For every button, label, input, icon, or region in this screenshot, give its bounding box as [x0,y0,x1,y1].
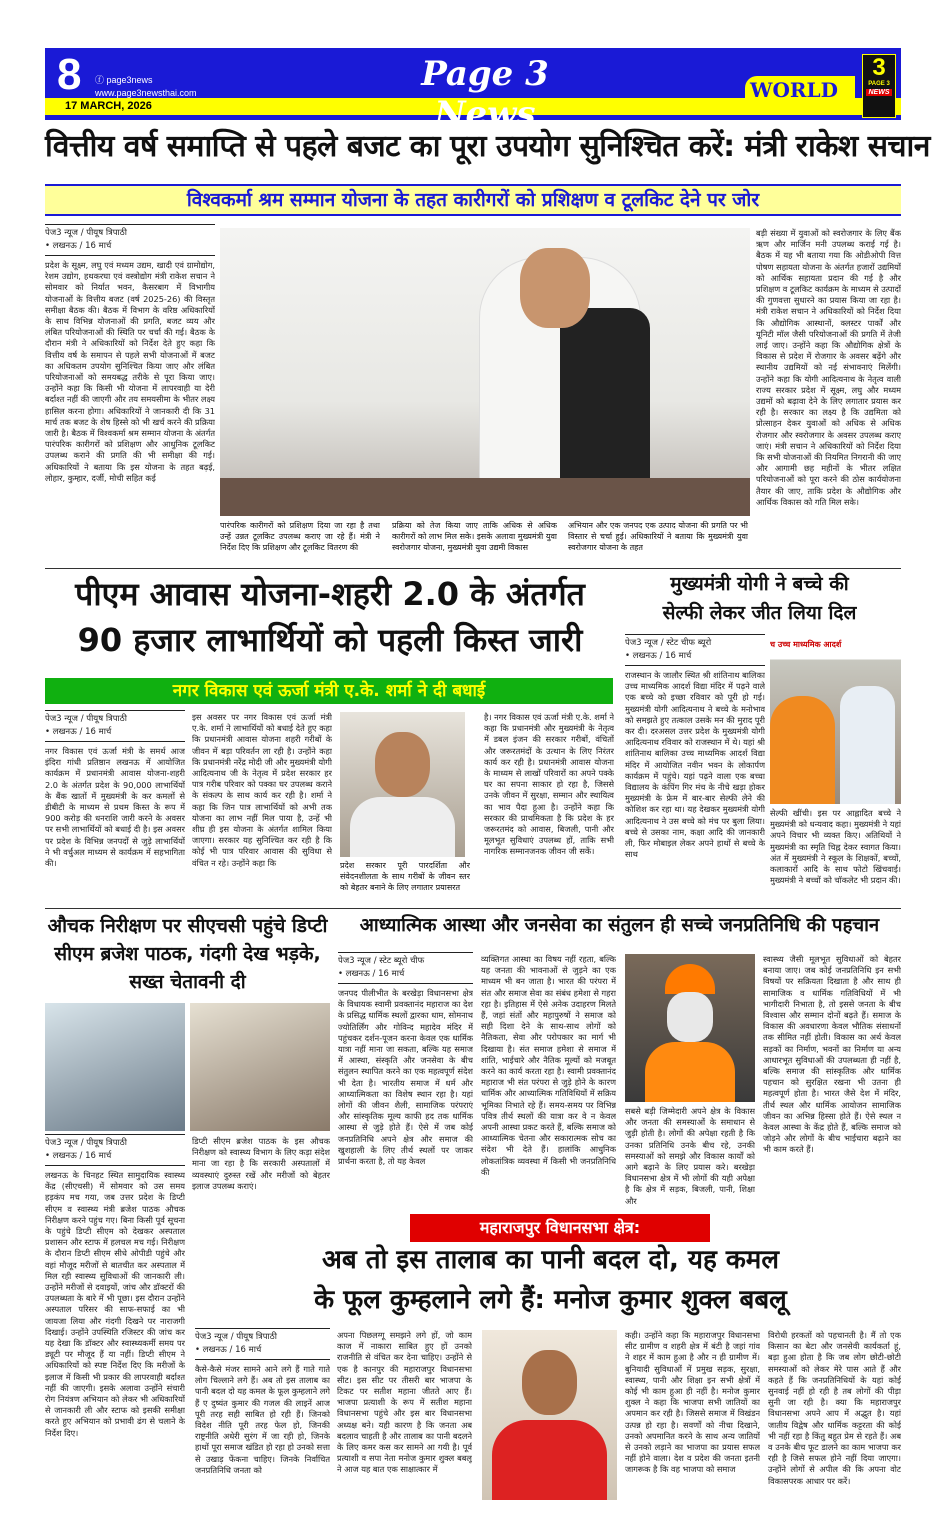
story3-col2: सेल्फी खींची। इस पर आह्लादित बच्चे ने मुख्यमंत्री को धन्यवाद कहा। मुख्यमंत्री ने यहां अपने विचार भी व्यक्त किए। अतिथियों ने मुख्यमंत्री का स्मृति चिह्न देकर स्वागत किया। अंत में मुख्यमंत्री ने स्कूल के शिक्षकों, बच्चों, कलाकारों आदि के साथ फोटो खिंचवाई। मुख्यमंत्री ने बच्चों को चॉकलेट भी प्रदान की। [770,808,901,886]
facebook-icon: ⓕ [95,75,107,85]
byline: पेज3 न्यूज / पीयूष त्रिपाठी • लखनऊ / 16 मार्च [45,224,215,256]
article-text: राजस्थान के जालौर स्थित श्री शांतिनाथ बालिका उच्च माध्यमिक आदर्श विद्या मंदिर में पढ़ने वाले एक बच्चे को इच्छा रविवार को पूरी हो गई। मुख्यमंत्री योगी आदित्यनाथ ने बच्चे के मनोभाव को समझते हुए तत्काल उसके मन की मुराद पूरी कर दी। दरअसल उत्तर प्रदेश के मुख्यमंत्री योगी आदित्यनाथ रविवार को राजस्थान में थे। यहां श्री शांतिनाथ बालिका उच्च माध्यमिक आदर्श विद्या मंदिर में आयोजित नवीन भवन के लोकार्पण कार्यक्रम में पहुंचे। यहां पढ़ने वाला एक बच्चा विद्यालय के कंपिंग गिर मंच के नीचे खड़ा होकर मुख्यमंत्री के फ्रेम में बार-बार सेल्फी लेने की कोशिश कर रहा था। यह देखकर मुख्यमंत्री योगी आदित्यनाथ ने उस बच्चे को मंच पर बुला लिया। बच्चे से उसका नाम, कक्षा आदि की जानकारी ली, फिर मोबाइल लेकर अपने हाथों से बच्चे के साथ [625,670,765,860]
article-text: जनपद पीलीभीत के बरखेड़ा विधानसभा क्षेत्र के विधायक स्वामी प्रवक्तानंद महाराज का देश के प्रसिद्ध धार्मिक स्थलों द्वारका धाम, सोमनाथ ज्योतिर्लिंग और गोविन्द महादेव मंदिर में पहुंचकर दर्शन-पूजन करना केवल एक धार्मिक यात्रा नहीं माना जा सकता, बल्कि यह समाज में आस्था, संस्कृति और जनसेवा के बीच संतुलन स्थापित करने का एक महत्वपूर्ण संदेश भी देता है। भारतीय समाज में धर्म और आध्यात्मिकता का विशेष स्थान रहा है। यहां लोगों की जीवन शैली, सामाजिक परंपराएं और सांस्कृतिक मूल्य काफी हद तक धार्मिक आस्था से जुड़े होते हैं। ऐसे में जब कोई जनप्रतिनिधि अपने क्षेत्र और समाज की खुशहाली के लिए तीर्थ स्थलों पर जाकर प्रार्थना करता है, तो यह केवल [338,988,473,1167]
story4-body [45,1134,185,1506]
page3-badge: 3 PAGE 3 NEWS [862,54,896,118]
story2-col1 [45,710,185,905]
story1-col-right: बड़ी संख्या में युवाओं को स्वरोजगार के लिए बैंक ऋण और मार्जिन मनी उपलब्ध कराई गई है। बैठक में यह भी बताया गया कि ओडीओपी वित्त पोषण सहायता योजना के अंतर्गत हजारों उद्यमियों को आर्थिक सहायता प्रदान की गई है और प्रशिक्षण व टूलकिट कार्यक्रम के माध्यम से उत्पादों की गुणवत्ता सुधारने का प्रयास किया जा रहा है। मंत्री राकेश सचान ने अधिकारियों को निर्देश दिया कि औद्योगिक आस्थानों, क्लस्टर पार्कों और यूनिटी मॉल जैसी परियोजनाओं की प्रगति में तेजी लाई जाए। उन्होंने कहा कि औद्योगिक क्षेत्रों के विकास से प्रदेश में रोजगार के अवसर बढ़ेंगे और स्थानीय उद्यमियों को नई संभावनाएं मिलेंगी। उन्होंने कहा कि योगी आदित्यनाथ के नेतृत्व वाली राज्य सरकार प्रदेश में सूक्ष्म, लघु और मध्यम उद्यमों को बढ़ावा देने के लिए लगातार प्रयास कर रही है। सरकार का लक्ष्य है कि उद्यमिता को प्रोत्साहन देकर युवाओं को अधिक से अधिक रोजगार और स्वरोजगार के अवसर उपलब्ध कराए जाएं। मंत्री सचान ने अधिकारियों को निर्देश दिया कि सभी योजनाओं की नियमित निगरानी की जाए और आगामी छह महीनों के भीतर लक्षित परियोजनाओं को पूरा करने की ठोस कार्ययोजना तैयार की जाए, ताकि प्रदेश के औद्योगिक और आर्थिक विकास को गति मिल सके। [756,228,901,507]
story5-headline: आध्यात्मिक आस्था और जनसेवा का संतुलन ही सच्चे जनप्रतिनिधि की पहचान [359,915,880,936]
story6-col1 [195,1328,330,1506]
swami-photo [625,954,755,1102]
story6-col4: विरोधी हरकतों को पहचानती है। मैं तो एक किसान का बेटा और जनसेवी कार्यकर्ता हूं, बड़ा हुआ होता है कि जब लोग छोटी-छोटी समस्याओं को लेकर मेरे पास आते हैं और कहते हैं कि जनप्रतिनिधियों के यहां कोई सुनवाई नहीं हो रही है तब लोगों की पीड़ा सुनी जा रही है। क्या कि महाराजपुर विधानसभा अपने आप में अद्भुत है। यहां जातीय विद्वेष और धार्मिक कट्टरता की कोई भी नहीं रहा है किंतु बहुत प्रेम से रहते हैं। अब व उनके बीच फूट डालने का काम भाजपा कर रही है जिसे सफल होने नहीं दिया जाएगा। उन्होंने लोगों से अपील की कि अपना वोट विकासपरक आधार पर करें। [768,1330,901,1486]
photo-caption-2: प्रक्रिया को तेज किया जाए ताकि अधिक से अधिक कारीगरों को लाभ मिल सके। इसके अलावा मुख्यमंत्री युवा स्वरोजगार योजना, मुख्यमंत्री युवा उद्यमी विकास [392,521,557,552]
photo-caption-3: अभियान और एक जनपद एक उत्पाद योजना की प्रगति पर भी विस्तार से चर्चा हुई। अधिकारियों ने बताया कि मुख्यमंत्री युवा स्वरोजगार योजना के तहत [568,521,748,552]
logo: Page 3 News [421,54,549,134]
story5-col1 [338,952,473,1210]
story6-headline-line1: अब तो इस तालाब का पानी बदल दो, यह कमल [322,1245,779,1275]
byline: पेज3 न्यूज / पीयूष त्रिपाठी • लखनऊ / 16 मार्च [45,1134,185,1166]
story4-headline: औचक निरीक्षण पर सीएचसी पहुंचे डिप्टी सीएम ब्रजेश पाठक, गंदगी देख भड़के, सख्त चेतावनी दी [47,915,328,993]
story2-headline-line1: पीएम आवास योजना-शहरी 2.0 के अंतर्गत [75,575,585,613]
minister-photo [220,228,750,516]
story1-subhead: विश्वकर्मा श्रम सम्मान योजना के तहत कारीगरों को प्रशिक्षण व टूलकिट देने पर जोर [45,184,901,216]
facebook-handle: ⓕ page3news [95,75,153,85]
issue-date: 17 MARCH, 2026 [65,100,152,112]
article-text: लखनऊ के चिनहट स्थित सामुदायिक स्वास्थ्य केंद्र (सीएचसी) में सोमवार को उस समय हड़कंप मच गया, जब उत्तर प्रदेश के डिप्टी सीएम व स्वास्थ्य मंत्री ब्रजेश पाठक औचक निरीक्षण करने पहुंच गए। बिना किसी पूर्व सूचना के पहुंचे डिप्टी सीएम को देखकर अस्पताल प्रशासन और स्टाफ में हलचल मच गई। निरीक्षण के दौरान डिप्टी सीएम सीधे ओपीडी पहुंचे और वहां मौजूद मरीजों से बातचीत कर अस्पताल में मिल रही स्वास्थ्य सुविधाओं की जानकारी ली। उन्होंने मरीजों से दवाइयों, जांच और डॉक्टरों की उपलब्धता के बारे में भी पूछा। इस दौरान उन्होंने अस्पताल परिसर की साफ-सफाई का भी जायजा लिया और गंदगी दिखने पर नाराजगी दिखाई। उन्होंने उपस्थिति रजिस्टर की जांच कर यह देखा कि डॉक्टर और स्वास्थ्यकर्मी समय पर ड्यूटी पर मौजूद हैं या नहीं। डिप्टी सीएम ने अधिकारियों को स्पष्ट निर्देश दिए कि मरीजों के इलाज में किसी भी प्रकार की लापरवाही बर्दाश्त नहीं की जाएगी। इसके अलावा उन्होंने संचारी रोग नियंत्रण अभियान को लेकर भी अधिकारियों से जानकारी ली और स्टाफ को इसकी समीक्षा करते हुए अभियान को प्रभावी ढंग से चलाने के निर्देश दिए। [45,1170,185,1438]
story3-headline-line1: मुख्यमंत्री योगी ने बच्चे की [670,573,849,595]
ak-sharma-photo [340,712,465,857]
website[interactable]: www.page3newsthai.com [95,88,197,98]
story6-kicker: महाराजपुर विधानसभा क्षेत्र: [410,1214,710,1242]
chc-photo-1 [45,1003,185,1131]
story6-headline-line2: के फूल कुम्हलाने लगे हैं: मनोज कुमार शुक्ल बबलू [314,1285,787,1315]
article-text: कैसे-कैसे मंजर सामने आने लगे हैं गाते गाते लोग चिल्लाने लगे हैं। अब तो इस तालाब का पानी बदल दो यह कमल के फूल कुम्हलाने लगे हैं ए दुष्यंत कुमार की गजल की लाइनें आज पूरी तरह सही साबित हो रही हैं। जिनको विदेश नीति पूरी तरह फेल हो, जिनकी राष्ट्रनीति अधेरी सुरंग में जा रही हो, जिनके हाथों पूरा समाज खंडित हो रहा हो उनको सत्ता से उखाड़ फेंकना चाहिए। जिनके निर्वाचित जनप्रतिनिधि जनता को [195,1364,330,1475]
photo-caption: प्रदेश सरकार पूरी पारदर्शिता और संवेदनशीलता के साथ गरीबों के जीवन स्तर को बेहतर बनाने के लिए लगातार प्रयासरत [340,861,470,892]
divider [45,908,901,909]
divider [45,568,901,569]
chc-photo-2 [190,1003,330,1131]
story6-col3: कही। उन्होंने कहा कि महाराजपुर विधानसभा सीट ग्रामीण व शहरी क्षेत्र में बंटी है जहां गांव ने शहर में काम हुआ है और न ही ग्रामीण में। बुनियादी सुविधाओं में प्रमुख सड़क, सुरक्षा, स्वास्थ्य, पानी और शिक्षा इन सभी क्षेत्रों में कोई भी काम हुआ ही नहीं है। मनोज कुमार शुक्ल ने कहा कि भाजपा सभी जातियों का अपमान कर रही है। जिससे समाज में विखंडन उत्पन्न हो रहा है। सवर्णों को नीचा दिखाने, उनको अपमानित करने के साथ अन्य जातियों से उनको लड़ाने का भाजपा का प्रयास सफल नहीं होने वाला। देश व प्रदेश की जनता इतनी जागरूक है कि वह भाजपा को समाज [625,1330,760,1475]
story1-headline: वित्तीय वर्ष समाप्ति से पहले बजट का पूरा उपयोग सुनिश्चित करें: मंत्री राकेश सचान [45,129,930,164]
photo-caption-1: पारंपरिक कारीगरों को प्रशिक्षण दिया जा रहा है तथा उन्हें उन्नत टूलकिट उपलब्ध कराए जा रहे हैं। मंत्री ने निर्देश दिए कि प्रशिक्षण और टूलकिट वितरण की [220,521,380,552]
manoj-shukla-photo [482,1330,617,1500]
section-label: WORLD [750,78,838,102]
page-number: 8 [57,50,82,99]
byline: पेज3 न्यूज / स्टेट ब्यूरो चीफ • लखनऊ / 16 मार्च [338,952,473,984]
article-text: प्रदेश के सूक्ष्म, लघु एवं मध्यम उद्यम, खादी एवं ग्रामोद्योग, रेशम उद्योग, हथकरघा एवं वस्त्रोद्योग मंत्री राकेश सचान ने सोमवार को निर्यात भवन, कैसरबाग में विभागीय योजनाओं के वित्तीय बजट (वर्ष 2025-26) की विस्तृत समीक्षा बैठक की। बैठक में विभाग के वरिष्ठ अधिकारियों के साथ विभिन्न योजनाओं की प्रगति, बजट व्यय और लंबित परियोजनाओं की स्थिति पर चर्चा की गई। बैठक के दौरान मंत्री ने अधिकारियों को निर्देश देते हुए कहा कि वित्तीय वर्ष के समापन से पहले सभी योजनाओं में बजट का अधिकतम उपयोग सुनिश्चित किया जाए और लंबित परियोजनाओं को समयबद्ध तरीके से पूरा किया जाए। उन्होंने कहा कि किसी भी योजना में लापरवाही या देरी बर्दाश्त नहीं की जाएगी और तय समयसीमा के भीतर लक्ष्य हासिल करना होगा। अधिकारियों ने जानकारी दी कि 31 मार्च तक बजट के शेष हिस्से को भी खर्च करने की प्रक्रिया जारी है। बैठक में विश्वकर्मा श्रम सम्मान योजना के अंतर्गत पारंपरिक कारीगरों को प्रशिक्षण और आधुनिक टूलकिट उपलब्ध कराने की प्रगति की भी समीक्षा की गई। अधिकारियों ने बताया कि इस योजना के तहत बढ़ई, लोहार, कुम्हार, दर्जी, मोची सहित कई [45,260,215,483]
story2-band: नगर विकास एवं ऊर्जा मंत्री ए.के. शर्मा ने दी बधाई [45,678,613,704]
story5-col2: व्यक्तिगत आस्था का विषय नहीं रहता, बल्कि यह जनता की भावनाओं से जुड़ने का एक माध्यम भी बन जाता है। भारत की परंपरा में संत और समाज सेवा का संबंध हमेशा से गहरा रहा है। इतिहास में ऐसे अनेक उदाहरण मिलते हैं, जहां संतों और महापुरुषों ने समाज को सही दिशा देने के साथ-साथ लोगों को नैतिकता, सेवा और परोपकार का मार्ग भी दिखाया है। संत समाज हमेशा से समाज में शांति, भाईचारे और नैतिक मूल्यों को मजबूत करने का कार्य करता रहा है। स्वामी प्रवक्तानंद महाराज भी संत परंपरा से जुड़े होने के कारण धार्मिक और आध्यात्मिक गतिविधियों में सक्रिय भूमिका निभाते रहे हैं। समय-समय पर विभिन्न पवित्र तीर्थ स्थलों की यात्रा कर वे न केवल अपनी आस्था प्रकट करते हैं, बल्कि समाज को आध्यात्मिक चेतना और सकारात्मक सोच का संदेश भी देते हैं। हालांकि आधुनिक लोकतांत्रिक व्यवस्था में किसी भी जनप्रतिनिधि की [481,954,616,1177]
masthead [45,48,901,134]
story1-col1 [45,224,215,564]
school-sign: च उच्च माध्यमिक आदर्श [770,640,842,649]
byline: पेज3 न्यूज / पीयूष त्रिपाठी • लखनऊ / 16 मार्च [195,1328,330,1360]
byline: पेज3 न्यूज / पीयूष त्रिपाठी • लखनऊ / 16 मार्च [45,710,185,742]
story4-side: डिप्टी सीएम ब्रजेश पाठक के इस औचक निरीक्षण को स्वास्थ्य विभाग के लिए कड़ा संदेश माना जा रहा है कि सरकारी अस्पतालों में व्यवस्थाएं दुरुस्त रखें और मरीजों को बेहतर इलाज उपलब्ध कराएं। [192,1136,330,1191]
story3-col1 [625,634,765,906]
story2-col4: है। नगर विकास एवं ऊर्जा मंत्री ए.के. शर्मा ने कहा कि प्रधानमंत्री और मुख्यमंत्री के नेतृत्व में डबल इंजन की सरकार गरीबों, वंचितों और जरूरतमंदों के उत्थान के लिए निरंतर कार्य कर रही है। प्रधानमंत्री आवास योजना के माध्यम से लाखों परिवारों का अपने पक्के घर का सपना साकार हो रहा है, जिससे उनके जीवन में सुरक्षा, सम्मान और स्थायित्व का भाव पैदा हुआ है। उन्होंने कहा कि सरकार की प्राथमिकता है कि प्रदेश के हर जरूरतमंद को आवास, बिजली, पानी और मूलभूत सुविधाएं उपलब्ध हों, ताकि सभी नागरिक सम्मानजनक जीवन जी सकें। [484,712,614,857]
story2-col2: इस अवसर पर नगर विकास एवं ऊर्जा मंत्री ए.के. शर्मा ने लाभार्थियों को बधाई देते हुए कहा कि प्रधानमंत्री आवास योजना शहरी गरीबों के जीवन में बड़ा परिवर्तन ला रही है। उन्होंने कहा कि प्रधानमंत्री नरेंद्र मोदी जी और मुख्यमंत्री योगी आदित्यनाथ जी के नेतृत्व में प्रदेश सरकार हर पात्र गरीब परिवार को पक्का घर उपलब्ध कराने के संकल्प के साथ कार्य कर रही है। शर्मा ने कहा कि जिन पात्र लाभार्थियों को अभी तक योजना का लाभ नहीं मिल पाया है, उन्हें भी शीघ्र ही इस योजना के अंतर्गत शामिल किया जाएगा। सरकार यह सुनिश्चित कर रही है कि कोई भी पात्र परिवार आवास की सुविधा से वंचित न रहे। उन्होंने कहा कि [192,712,332,868]
story5-col4: स्वास्थ्य जैसी मूलभूत सुविधाओं को बेहतर बनाया जाए। जब कोई जनप्रतिनिधि इन सभी विषयों पर सक्रियता दिखाता है और साथ ही सामाजिक व धार्मिक गतिविधियों में भी भागीदारी निभाता है, तो इससे जनता के बीच विश्वास और सम्मान दोनों बढ़ते हैं। समाज के विकास की अवधारणा केवल भौतिक संसाधनों तक सीमित नहीं होती। विकास का अर्थ केवल सड़कों का निर्माण, भवनों का निर्माण या अन्य आधारभूत सुविधाओं की उपलब्धता ही नहीं है, बल्कि समाज की सांस्कृतिक और धार्मिक पहचान को सुरक्षित रखना भी उतना ही महत्वपूर्ण होता है। भारत जैसे देश में मंदिर, तीर्थ स्थल और धार्मिक आयोजन सामाजिक जीवन का अभिन्न हिस्सा होते हैं। ऐसे स्थल न केवल आस्था के केंद्र होते हैं, बल्कि समाज को जोड़ने और लोगों के बीच भाईचारा बढ़ाने का भी काम करते हैं। [763,954,901,1155]
byline: पेज3 न्यूज / स्टेट चीफ ब्यूरो • लखनऊ / 16 मार्च [625,634,765,666]
story5-col3: सबसे बड़ी जिम्मेदारी अपने क्षेत्र के विकास और जनता की समस्याओं के समाधान से जुड़ी होती है। लोगों की अपेक्षा रहती है कि उनका प्रतिनिधि उनके बीच रहे, उनकी समस्याओं को समझे और विकास कार्यों को आगे बढ़ाने के लिए प्रयास करे। बरखेड़ा विधानसभा क्षेत्र में भी लोगों की यही अपेक्षा है कि क्षेत्र में सड़क, बिजली, पानी, शिक्षा और [625,1106,755,1206]
selfie-photo [770,636,901,804]
story6-col2: अपना पिछलग्गू समझने लगे हों, जो काम काज में नाकारा साबित हुए हों उनको राजनीति से वंचित कर देना चाहिए। उन्होंने से एक है कानपुर की महाराजपुर विधानसभा सीट। इस सीट पर तीसरी बार भाजपा के टिकट पर सतीश महाना जीतते आए हैं। भाजपा प्रत्याशी के रूप में सतीश महाना विधानसभा पहुंचे और इस बार विधानसभा अध्यक्ष बने। यही कारण है कि जनता अब बदलाव चाहती है और तालाब का पानी बदलने के लिए कमर कस कर सामने आ गयी है। पूर्व प्रत्याशी व सपा नेता मनोज कुमार शुक्ल बबलू ने आज यह बात एक साक्षात्कार में [337,1330,472,1475]
story2-headline-line2: 90 हजार लाभार्थियों को पहली किस्त जारी [77,621,583,659]
story3-headline-line2: सेल्फी लेकर जीत लिया दिल [662,602,857,624]
article-text: नगर विकास एवं ऊर्जा मंत्री के समर्थ आज इंदिरा गांधी प्रतिष्ठान लखनऊ में आयोजित कार्यक्रम में प्रधानमंत्री आवास योजना-शहरी 2.0 के अंतर्गत प्रदेश के 90,000 लाभार्थियों के बैंक खातों में मुख्यमंत्री के कर कमलों से डीबीटी के माध्यम से प्रथम किस्त के रूप में 900 करोड़ की धनराशि जारी करने के अवसर पर सभी लाभार्थियों को बधाई दी है। इस अवसर पर प्रदेश के विभिन्न जनपदों से जुड़े लाभार्थियों ने भी वर्चुअल माध्यम से कार्यक्रम में सहभागिता की। [45,746,185,869]
